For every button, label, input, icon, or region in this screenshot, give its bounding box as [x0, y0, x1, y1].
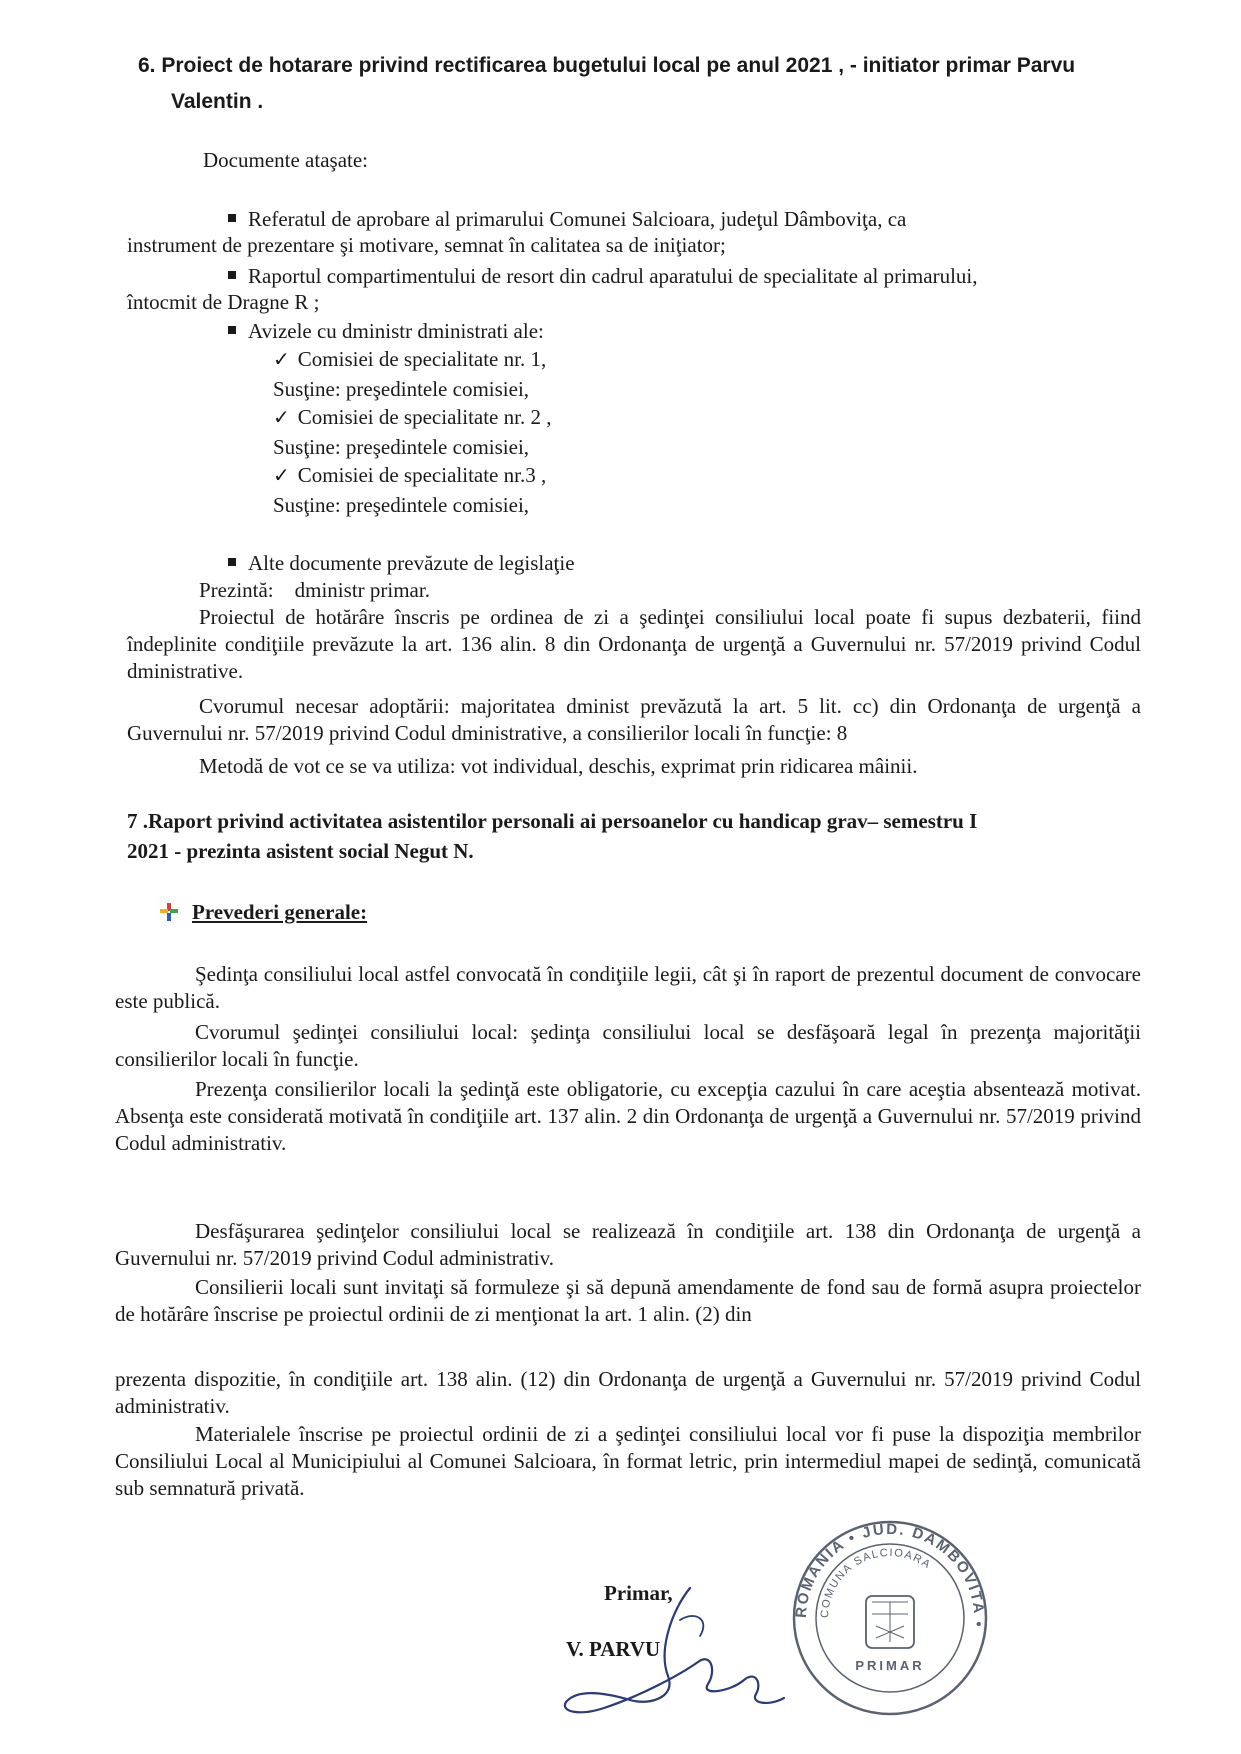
- attached-documents-label: Documente ataşate:: [203, 148, 369, 172]
- item7-heading-line2: 2021 - prezinta asistent social Negut N.: [127, 839, 474, 863]
- official-stamp: [790, 1518, 990, 1718]
- stamp-center-text: PRIMAR: [855, 1658, 925, 1673]
- bullet-item-avize: [228, 318, 544, 345]
- bullet-item-raport-cont: întocmit de Dragne R ;: [127, 290, 320, 314]
- presents-line: [199, 577, 430, 604]
- committee-name: Comisiei de specialitate nr.3 ,: [297, 463, 547, 487]
- bullet-text: Raportul compartimentului de resort din cadrul aparatului de specialitate al primarului,: [248, 264, 978, 288]
- four-color-diamond-icon: [160, 903, 178, 921]
- bullet-text: Alte documente prevăzute de legislaţie: [248, 551, 575, 575]
- handwritten-signature: [560, 1580, 790, 1720]
- general-paragraph-6: Materialele înscrise pe proiectul ordinii de zi a şedinţei consiliului local vor fi puse la dispoziţia membrilor Consiliului Local al Municipiului al Comunei Salcioara, în format letric, prin intermediul mapei de sedinţă, comunicată sub semnatură privată.: [115, 1422, 1141, 1500]
- general-paragraph-2: Cvorumul şedinţei consiliului local: şedinţa consiliului local se desfăşoară legal în prezenţa majorităţii consilierilor locali în funcţie.: [115, 1020, 1141, 1071]
- general-provisions-heading: [160, 899, 367, 926]
- checkmark-icon: ✓: [273, 463, 290, 487]
- presents-label: Prezintă:: [199, 578, 274, 602]
- general-paragraph-3: Prezenţa consilierilor locali la şedinţă este obligatorie, cu excepţia cazului în care aceştia absentează motivat. Absenţa este considerată motivată în condiţiile art. 137 alin. 2 din Ordonanţa de urgenţă a Guvernului nr. 57/2019 privind Codul administrativ.: [115, 1077, 1141, 1155]
- committee-3-support: Susţine: preşedintele comisiei,: [273, 493, 530, 517]
- committee-name: Comisiei de specialitate nr. 1,: [297, 347, 547, 371]
- committee-1-support: Susţine: preşedintele comisiei,: [273, 377, 530, 401]
- general-paragraph-5-cont: prezenta dispozitie, în condiţiile art. 138 alin. (12) din Ordonanţa de urgenţă a Guvernului nr. 57/2019 privind Codul administrativ.: [115, 1367, 1141, 1418]
- stamp-outer-text: ROMÂNIA • JUD. DAMBOVITA •: [792, 1520, 988, 1630]
- square-bullet-icon: [228, 214, 236, 222]
- square-bullet-icon: [228, 326, 236, 334]
- stamp-inner-text: COMUNA SALCIOARA: [818, 1546, 934, 1619]
- item6-heading-line1: 6. Proiect de hotarare privind rectificarea bugetului local pe anul 2021 , - initiator primar Parvu: [138, 54, 1076, 77]
- bullet-item-alte-documente: [228, 550, 575, 577]
- item6-paragraph-proiect: Proiectul de hotărâre înscris pe ordinea de zi a şedinţei consiliului local poate fi supus dezbaterii, fiind îndeplinite condiţiile prevăzute la art. 136 alin. 8 din Ordonanţa de urgenţă a Guvernului nr. 57/2019 privind Codul dministrative.: [127, 605, 1141, 683]
- signature-name: V. PARVU: [566, 1637, 661, 1661]
- general-paragraph-4: Desfăşurarea şedinţelor consiliului local se realizează în condiţiile art. 138 din Ordonanţa de urgenţă a Guvernului nr. 57/2019 privind Codul administrativ.: [115, 1219, 1141, 1270]
- item7-heading-line1: 7 .Raport privind activitatea asistentilor personali ai persoanelor cu handicap grav– semestru I: [127, 809, 978, 833]
- committee-name: Comisiei de specialitate nr. 2 ,: [297, 405, 552, 429]
- general-paragraph-5: Consilierii locali sunt invitaţi să formuleze şi să depună amendamente de fond sau de formă asupra proiectelor de hotărâre înscrise pe proiectul ordinii de zi menţionat la art. 1 alin. (2) din: [115, 1275, 1141, 1326]
- item6-paragraph-cvorum: Cvorumul necesar adoptării: majoritatea dminist prevăzută la art. 5 lit. cc) din Ordonanţa de urgenţă a Guvernului nr. 57/2019 privind Codul dministrative, a consilierilor locali în funcţie: 8: [127, 694, 1141, 745]
- committee-2: [273, 404, 551, 431]
- bullet-text: Avizele cu dministr dministrati ale:: [248, 319, 544, 343]
- item6-paragraph-vot: Metodă de vot ce se va utiliza: vot individual, deschis, exprimat prin ridicarea mâinii.: [199, 754, 918, 778]
- checkmark-icon: ✓: [273, 347, 290, 371]
- bullet-item-referat-cont: instrument de prezentare şi motivare, semnat în calitatea sa de iniţiator;: [127, 233, 726, 257]
- committee-1: [273, 346, 546, 373]
- bullet-text: Referatul de aprobare al primarului Comunei Salcioara, judeţul Dâmboviţa, ca: [248, 207, 907, 231]
- presents-value: dministr primar.: [294, 578, 430, 602]
- general-paragraph-1: Şedinţa consiliului local astfel convocată în condiţiile legii, cât şi în raport de prezentul document de convocare este publică.: [115, 962, 1141, 1013]
- bullet-item-referat: [228, 206, 906, 233]
- general-provisions-title: Prevederi generale:: [192, 900, 368, 924]
- square-bullet-icon: [228, 271, 236, 279]
- bullet-item-raport: [228, 263, 978, 290]
- square-bullet-icon: [228, 558, 236, 566]
- signature-title: Primar,: [604, 1581, 673, 1605]
- checkmark-icon: ✓: [273, 405, 290, 429]
- committee-3: [273, 462, 546, 489]
- item6-heading-line2: Valentin .: [171, 90, 264, 113]
- committee-2-support: Susţine: preşedintele comisiei,: [273, 435, 530, 459]
